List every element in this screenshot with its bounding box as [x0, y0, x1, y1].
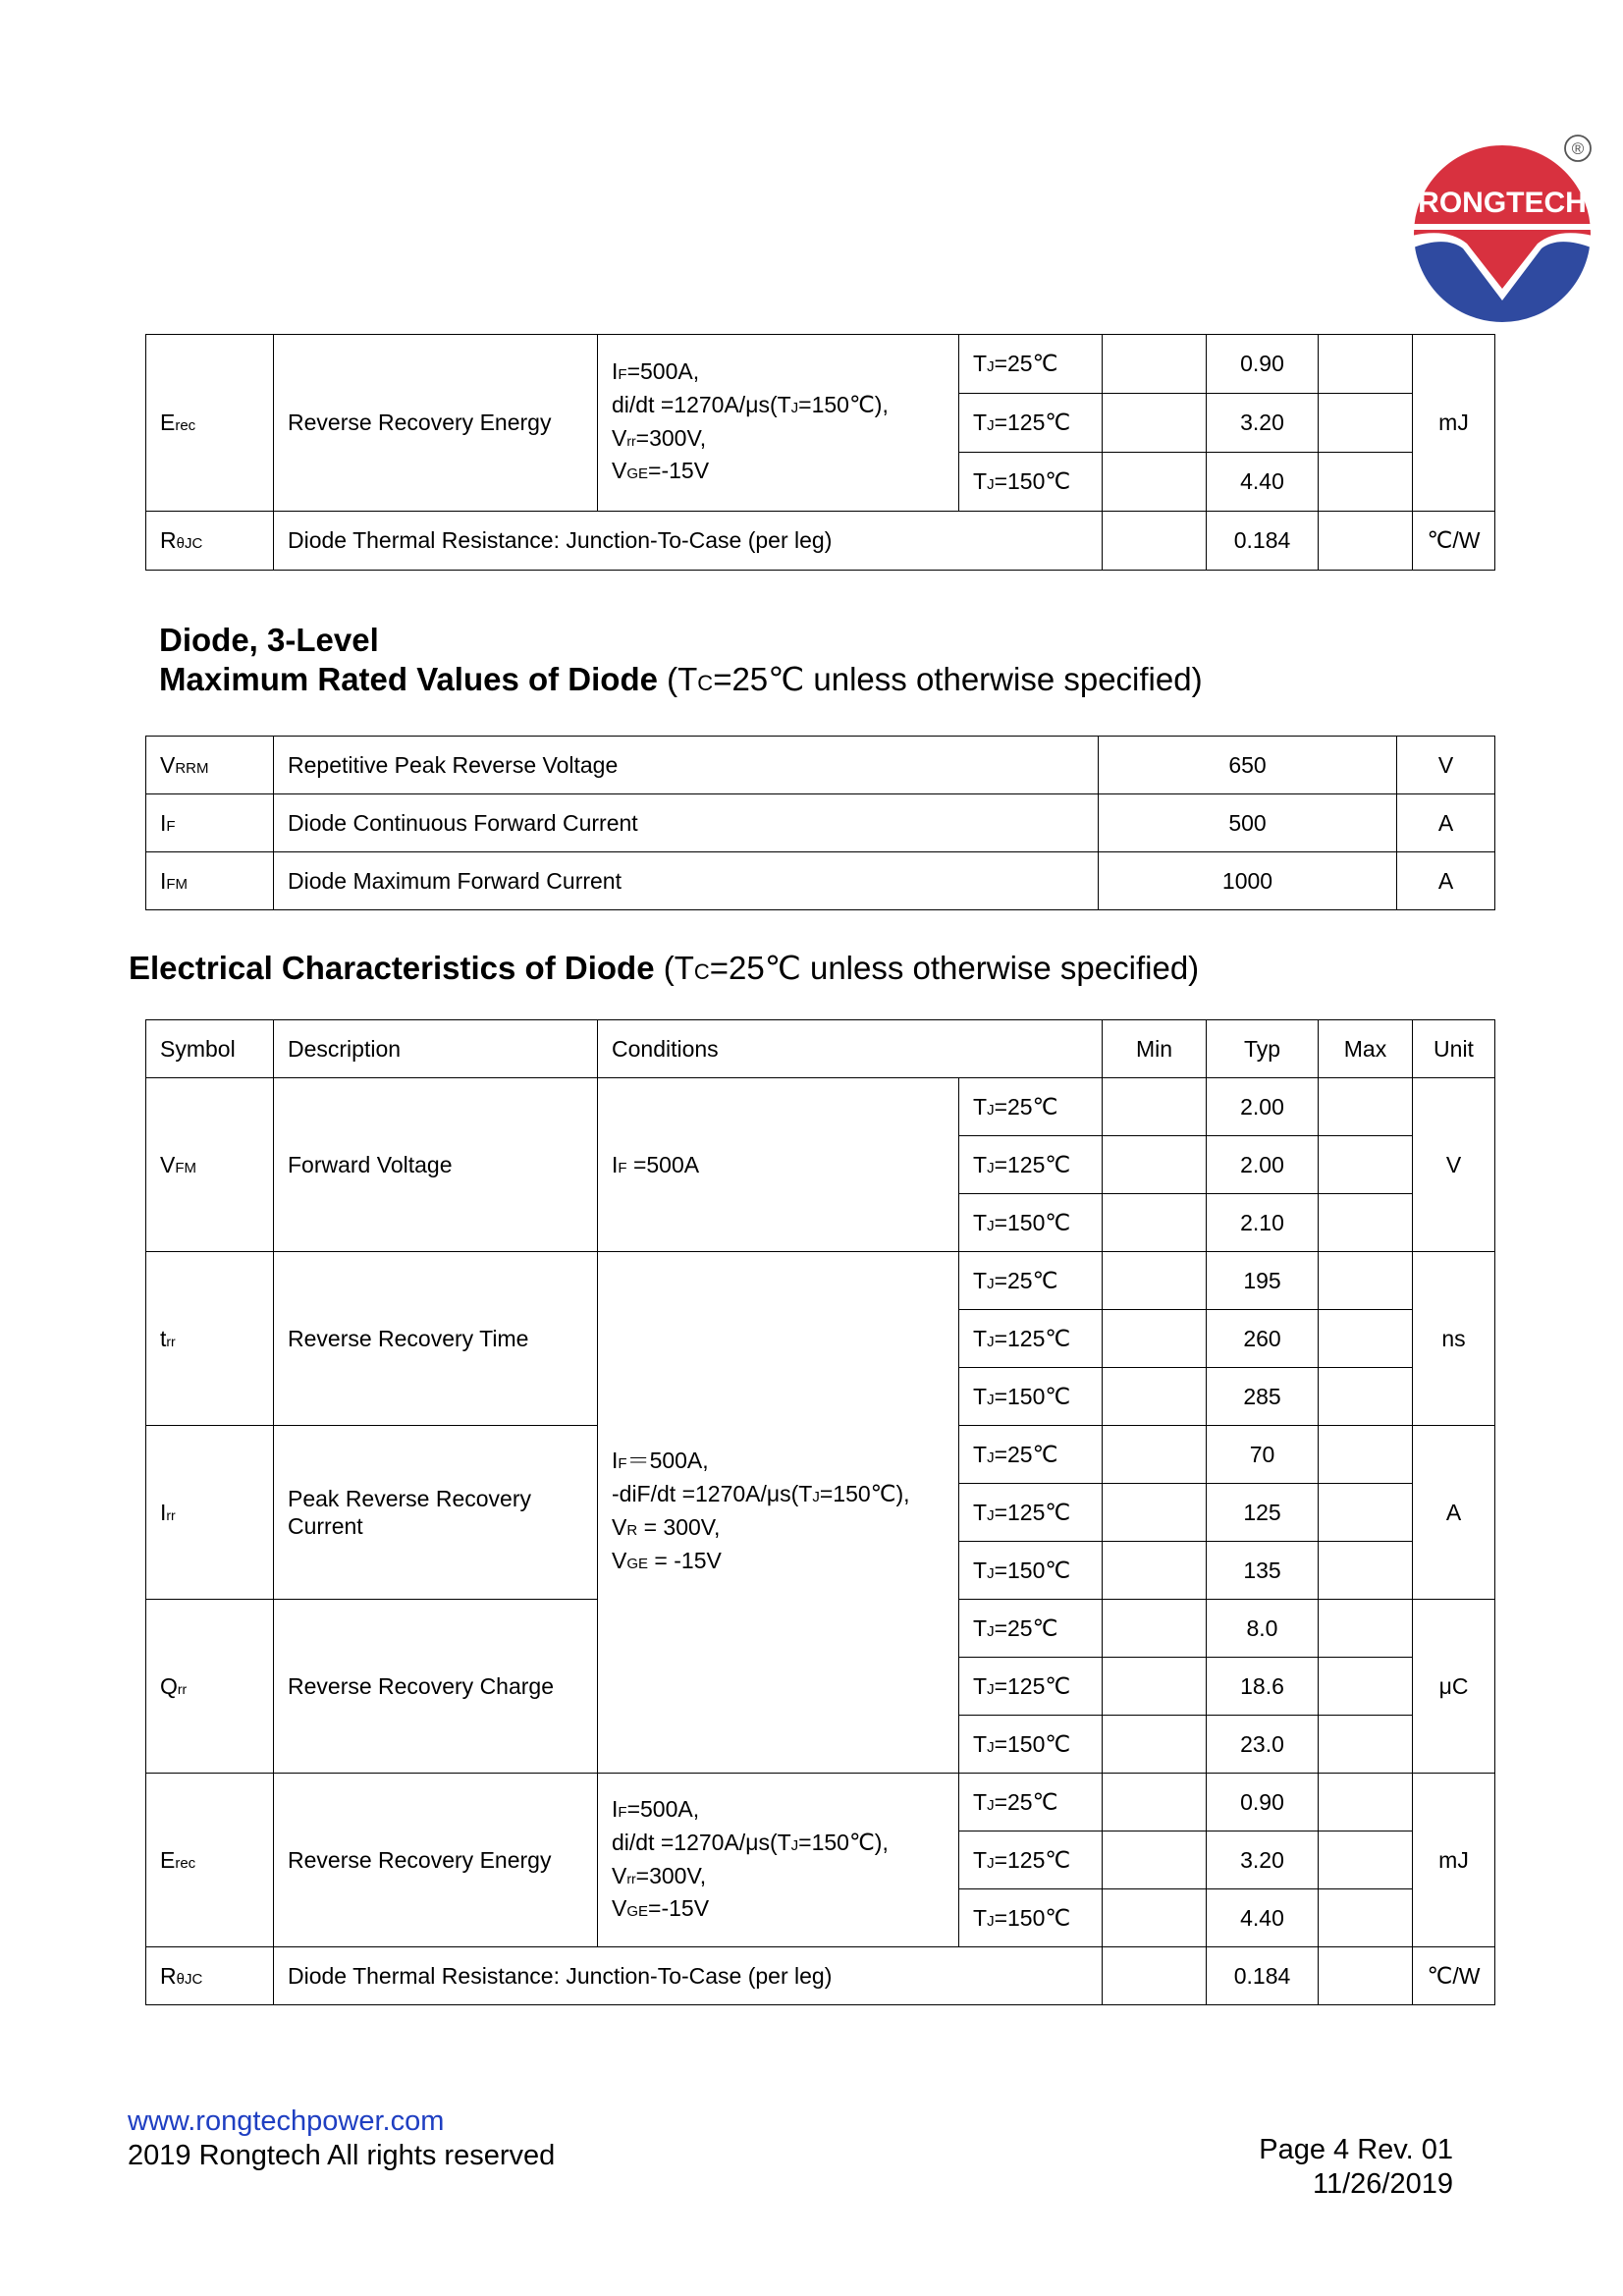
temp-cell: TJ=125℃ [959, 1484, 1103, 1542]
rth-description: Diode Thermal Resistance: Junction-To-Case (per leg) [274, 1947, 1103, 2005]
temp-cell: TJ=150℃ [959, 1542, 1103, 1600]
temp-cell: TJ=150℃ [959, 1194, 1103, 1252]
svg-text:®: ® [1571, 139, 1585, 158]
description-cell: Diode Maximum Forward Current [274, 852, 1099, 910]
max-cell [1319, 1542, 1413, 1600]
typ-cell: 260 [1207, 1310, 1319, 1368]
temp-cell: TJ=25℃ [959, 1600, 1103, 1658]
temp-cell: TJ=25℃ [959, 1252, 1103, 1310]
max-cell [1319, 394, 1413, 453]
typ-cell: 70 [1207, 1426, 1319, 1484]
header-min: Min [1103, 1020, 1207, 1078]
vfm-symbol: VFM [146, 1078, 274, 1252]
min-cell [1103, 394, 1207, 453]
max-cell [1319, 1194, 1413, 1252]
website-link[interactable]: www.rongtechpower.com [128, 2105, 445, 2137]
typ-cell: 4.40 [1207, 453, 1319, 512]
rth-unit: ℃/W [1413, 512, 1495, 571]
temp-cell: TJ=150℃ [959, 1889, 1103, 1947]
logo-text: RONGTECH [1418, 187, 1587, 219]
temp-cell: TJ=25℃ [959, 1078, 1103, 1136]
max-cell [1319, 1310, 1413, 1368]
vfm-conditions: IF =500A [598, 1078, 959, 1252]
erec-symbol: Erec [146, 335, 274, 512]
max-cell [1319, 1426, 1413, 1484]
min-cell [1103, 1542, 1207, 1600]
typ-cell: 0.90 [1207, 1774, 1319, 1831]
header-row [146, 1020, 1495, 1078]
erec-conditions: IF=500A, di/dt =1270A/μs(TJ=150℃), Vrr=300V, VGE=-15V [598, 335, 959, 512]
temp-cell: TJ=150℃ [959, 453, 1103, 512]
footer-right [1159, 2133, 1453, 2202]
value-cell: 500 [1099, 794, 1397, 852]
copyright: 2019 Rongtech All rights reserved [128, 2140, 556, 2171]
qrr-description: Reverse Recovery Charge [274, 1600, 598, 1774]
min-cell [1103, 1831, 1207, 1889]
table-row [146, 794, 1495, 852]
min-cell [1103, 1426, 1207, 1484]
vfm-unit: V [1413, 1078, 1495, 1252]
min-cell [1103, 1774, 1207, 1831]
typ-cell: 0.184 [1207, 1947, 1319, 2005]
registered-mark [1563, 134, 1593, 163]
electrical-table [145, 1019, 1495, 2005]
typ-cell: 3.20 [1207, 394, 1319, 453]
min-cell [1103, 512, 1207, 571]
erec-symbol: Erec [146, 1774, 274, 1947]
max-cell [1319, 335, 1413, 394]
temp-cell: TJ=125℃ [959, 1831, 1103, 1889]
unit-cell: A [1397, 852, 1495, 910]
header-typ: Typ [1207, 1020, 1319, 1078]
min-cell [1103, 1194, 1207, 1252]
max-cell [1319, 1947, 1413, 2005]
shared-conditions: IF＝500A, -diF/dt =1270A/μs(TJ=150℃), VR = 300V, VGE = -15V [598, 1252, 959, 1774]
electrical-heading: Electrical Characteristics of Diode (TC=25℃ unless otherwise specified) [129, 950, 1200, 986]
max-cell [1319, 1600, 1413, 1658]
temp-cell: TJ=125℃ [959, 1658, 1103, 1716]
rth-description: Diode Thermal Resistance: Junction-To-Case (per leg) [274, 512, 1103, 571]
temp-cell: TJ=25℃ [959, 1426, 1103, 1484]
typ-cell: 195 [1207, 1252, 1319, 1310]
min-cell [1103, 1716, 1207, 1774]
max-cell [1319, 1658, 1413, 1716]
typ-cell: 4.40 [1207, 1889, 1319, 1947]
typ-cell: 23.0 [1207, 1716, 1319, 1774]
erec-unit: mJ [1413, 1774, 1495, 1947]
symbol-cell: VRRM [146, 737, 274, 794]
typ-cell: 8.0 [1207, 1600, 1319, 1658]
header-description: Description [274, 1020, 598, 1078]
temp-cell: TJ=25℃ [959, 1774, 1103, 1831]
max-cell [1319, 512, 1413, 571]
max-cell [1319, 1774, 1413, 1831]
typ-cell: 2.00 [1207, 1078, 1319, 1136]
erec-description: Reverse Recovery Energy [274, 1774, 598, 1947]
rth-symbol: RθJC [146, 512, 274, 571]
header-symbol: Symbol [146, 1020, 274, 1078]
table-row [146, 737, 1495, 794]
min-cell [1103, 1368, 1207, 1426]
value-cell: 1000 [1099, 852, 1397, 910]
rongtech-logo [1404, 136, 1600, 332]
max-cell [1319, 1889, 1413, 1947]
max-cell [1319, 1136, 1413, 1194]
temp-cell: TJ=125℃ [959, 394, 1103, 453]
max-cell [1319, 1831, 1413, 1889]
trr-description: Reverse Recovery Time [274, 1252, 598, 1426]
min-cell [1103, 1889, 1207, 1947]
typ-cell: 135 [1207, 1542, 1319, 1600]
vfm-description: Forward Voltage [274, 1078, 598, 1252]
min-cell [1103, 1484, 1207, 1542]
min-cell [1103, 335, 1207, 394]
typ-cell: 2.00 [1207, 1136, 1319, 1194]
description-cell: Repetitive Peak Reverse Voltage [274, 737, 1099, 794]
max-cell [1319, 1484, 1413, 1542]
typ-cell: 2.10 [1207, 1194, 1319, 1252]
typ-cell: 0.90 [1207, 335, 1319, 394]
revision-date: 11/26/2019 [1313, 2168, 1453, 2200]
max-cell [1319, 1078, 1413, 1136]
max-cell [1319, 453, 1413, 512]
typ-cell: 0.184 [1207, 512, 1319, 571]
erec-conditions: IF=500A, di/dt =1270A/μs(TJ=150℃), Vrr=300V, VGE=-15V [598, 1774, 959, 1947]
value-cell: 650 [1099, 737, 1397, 794]
top-erec-table [145, 334, 1495, 571]
qrr-unit: μC [1413, 1600, 1495, 1774]
symbol-cell: IF [146, 794, 274, 852]
typ-cell: 285 [1207, 1368, 1319, 1426]
erec-description: Reverse Recovery Energy [274, 335, 598, 512]
temp-cell: TJ=125℃ [959, 1136, 1103, 1194]
unit-cell: V [1397, 737, 1495, 794]
irr-symbol: Irr [146, 1426, 274, 1600]
max-cell [1319, 1716, 1413, 1774]
max-rated-table [145, 736, 1495, 910]
trr-unit: ns [1413, 1252, 1495, 1426]
erec-unit: mJ [1413, 335, 1495, 512]
description-cell: Diode Continuous Forward Current [274, 794, 1099, 852]
trr-symbol: trr [146, 1252, 274, 1426]
temp-cell: TJ=150℃ [959, 1368, 1103, 1426]
typ-cell: 3.20 [1207, 1831, 1319, 1889]
min-cell [1103, 1658, 1207, 1716]
rth-symbol: RθJC [146, 1947, 274, 2005]
typ-cell: 125 [1207, 1484, 1319, 1542]
qrr-symbol: Qrr [146, 1600, 274, 1774]
unit-cell: A [1397, 794, 1495, 852]
max-cell [1319, 1368, 1413, 1426]
min-cell [1103, 1310, 1207, 1368]
min-cell [1103, 1600, 1207, 1658]
min-cell [1103, 1252, 1207, 1310]
page-number: Page 4 Rev. 01 [1259, 2134, 1453, 2165]
symbol-cell: IFM [146, 852, 274, 910]
max-cell [1319, 1252, 1413, 1310]
min-cell [1103, 1078, 1207, 1136]
temp-cell: TJ=125℃ [959, 1310, 1103, 1368]
max-rated-heading: Diode, 3-Level Maximum Rated Values of Diode (TC=25℃ unless otherwise specified) [159, 622, 1203, 697]
table-row [146, 852, 1495, 910]
rth-unit: ℃/W [1413, 1947, 1495, 2005]
temp-cell: TJ=25℃ [959, 335, 1103, 394]
header-unit: Unit [1413, 1020, 1495, 1078]
min-cell [1103, 1136, 1207, 1194]
min-cell [1103, 453, 1207, 512]
footer-left [128, 2105, 555, 2173]
typ-cell: 18.6 [1207, 1658, 1319, 1716]
temp-cell: TJ=150℃ [959, 1716, 1103, 1774]
header-conditions: Conditions [598, 1020, 1103, 1078]
irr-description: Peak Reverse Recovery Current [274, 1426, 598, 1600]
irr-unit: A [1413, 1426, 1495, 1600]
header-max: Max [1319, 1020, 1413, 1078]
min-cell [1103, 1947, 1207, 2005]
